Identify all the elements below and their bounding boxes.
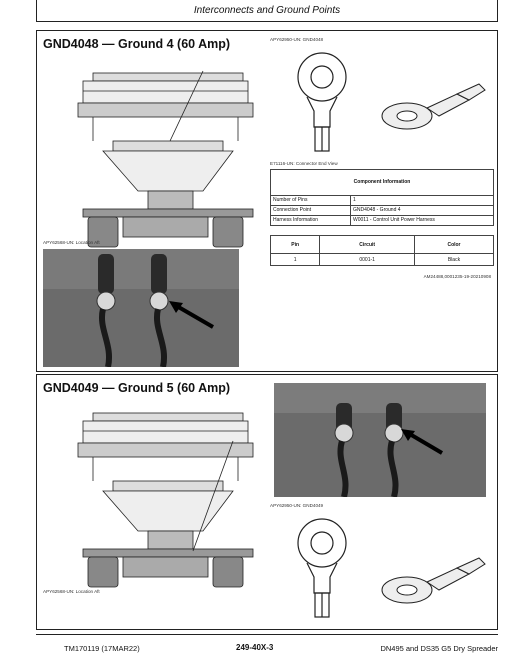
table-row: 1 0001-1 Black <box>271 254 494 266</box>
ring-terminal-angled-icon <box>377 76 487 136</box>
ground-stud-photo <box>43 249 239 367</box>
page-footer <box>36 634 498 654</box>
footer-doc-id: TM170119 (17MAR22) <box>64 644 140 653</box>
spreader-drawing <box>63 61 263 261</box>
section-gnd4048 <box>36 30 498 372</box>
circuit-table <box>270 235 494 266</box>
footer-page-number: 249-40X-3 <box>236 643 274 652</box>
section-title: GND4049 — Ground 5 (60 Amp) <box>43 381 231 395</box>
component-info-heading: Component Information <box>271 170 494 196</box>
reference-id: AM24488,0001235-19-20210908 <box>423 274 491 279</box>
table-row: Harness Information W0011 - Control Unit Power Harness <box>271 216 494 226</box>
section-title: GND4048 — Ground 4 (60 Amp) <box>43 37 231 51</box>
terminal-caption: APY62950-UN: GND4049 <box>270 503 324 508</box>
section-gnd4049 <box>36 374 498 630</box>
location-photo <box>274 383 486 497</box>
ring-terminal-front-icon <box>287 515 357 625</box>
terminal-caption: APY62950-UN: GND4048 <box>270 37 324 42</box>
column-header: Circuit <box>320 236 415 254</box>
footer-title: DN495 and DS35 G5 Dry Spreader <box>380 644 498 653</box>
ring-terminal-front-icon <box>287 49 357 159</box>
spreader-drawing <box>63 401 263 601</box>
end-view-caption: E71116-UN: Connector End View <box>270 161 338 166</box>
component-info-table <box>270 169 494 226</box>
column-header: Pin <box>271 236 320 254</box>
column-header: Color <box>414 236 493 254</box>
location-caption: APY62568-UN: Location Aft <box>43 240 100 245</box>
page-title: Interconnects and Ground Points <box>193 5 341 16</box>
location-photo <box>43 249 239 367</box>
ring-terminal-angled-icon <box>377 550 487 610</box>
table-row: Connection Point GND4048 - Ground 4 <box>271 206 494 216</box>
ground-stud-photo <box>274 383 486 497</box>
page-header <box>36 0 498 22</box>
table-row: Number of Pins 1 <box>271 196 494 206</box>
location-caption: APY62568-UN: Location Aft <box>43 589 100 594</box>
